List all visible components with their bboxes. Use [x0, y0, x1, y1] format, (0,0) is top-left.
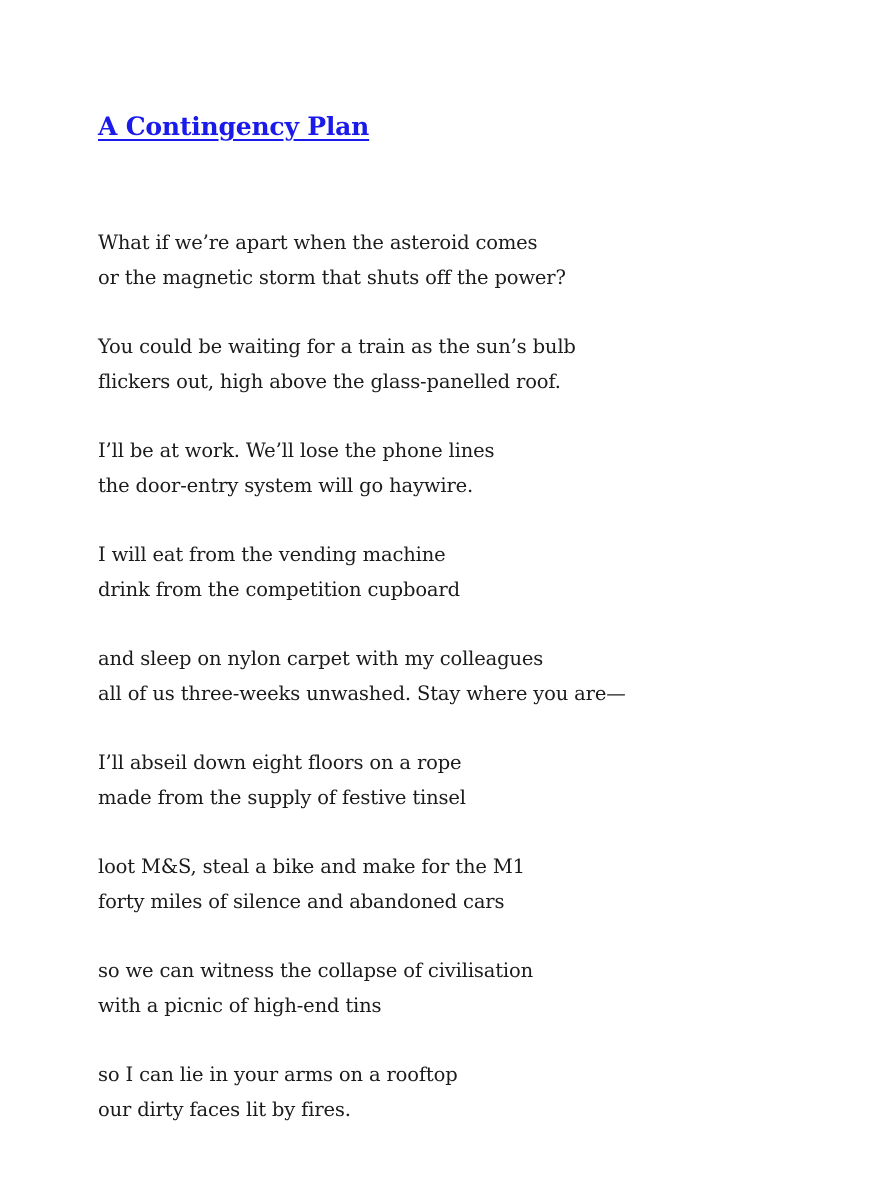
stanza: [98, 641, 838, 711]
poem-line: I will eat from the vending machine: [98, 543, 446, 566]
stanza: [98, 953, 838, 1023]
stanza: [98, 537, 838, 607]
poem-line: all of us three-weeks unwashed. Stay where you are—: [98, 682, 626, 705]
stanza: [98, 433, 838, 503]
poem-line: and sleep on nylon carpet with my colleagues: [98, 647, 544, 670]
poem-line: or the magnetic storm that shuts off the power?: [98, 266, 566, 289]
poem-line: drink from the competition cupboard: [98, 578, 460, 601]
poem-title-link[interactable]: A Contingency Plan: [98, 112, 370, 141]
poem-line: I’ll be at work. We’ll lose the phone lines: [98, 439, 495, 462]
poem-line: so I can lie in your arms on a rooftop: [98, 1063, 458, 1086]
stanza: [98, 849, 838, 919]
poem-line: forty miles of silence and abandoned cars: [98, 890, 505, 913]
poem-line: our dirty faces lit by fires.: [98, 1098, 351, 1121]
poem-line: What if we’re apart when the asteroid comes: [98, 231, 538, 254]
stanza: [98, 1057, 838, 1127]
poem-line: so we can witness the collapse of civilisation: [98, 959, 534, 982]
stanza: [98, 745, 838, 815]
poem-line: loot M&S, steal a bike and make for the M1: [98, 855, 525, 878]
stanza: [98, 329, 838, 399]
poem-body: [98, 225, 838, 1161]
poem-line: I’ll abseil down eight floors on a rope: [98, 751, 462, 774]
poem-line: You could be waiting for a train as the sun’s bulb: [98, 335, 576, 358]
poem-line: flickers out, high above the glass-panelled roof.: [98, 370, 561, 393]
stanza: [98, 225, 838, 295]
poem-line: the door-entry system will go haywire.: [98, 474, 474, 497]
poem-line: made from the supply of festive tinsel: [98, 786, 466, 809]
poem-line: with a picnic of high-end tins: [98, 994, 382, 1017]
